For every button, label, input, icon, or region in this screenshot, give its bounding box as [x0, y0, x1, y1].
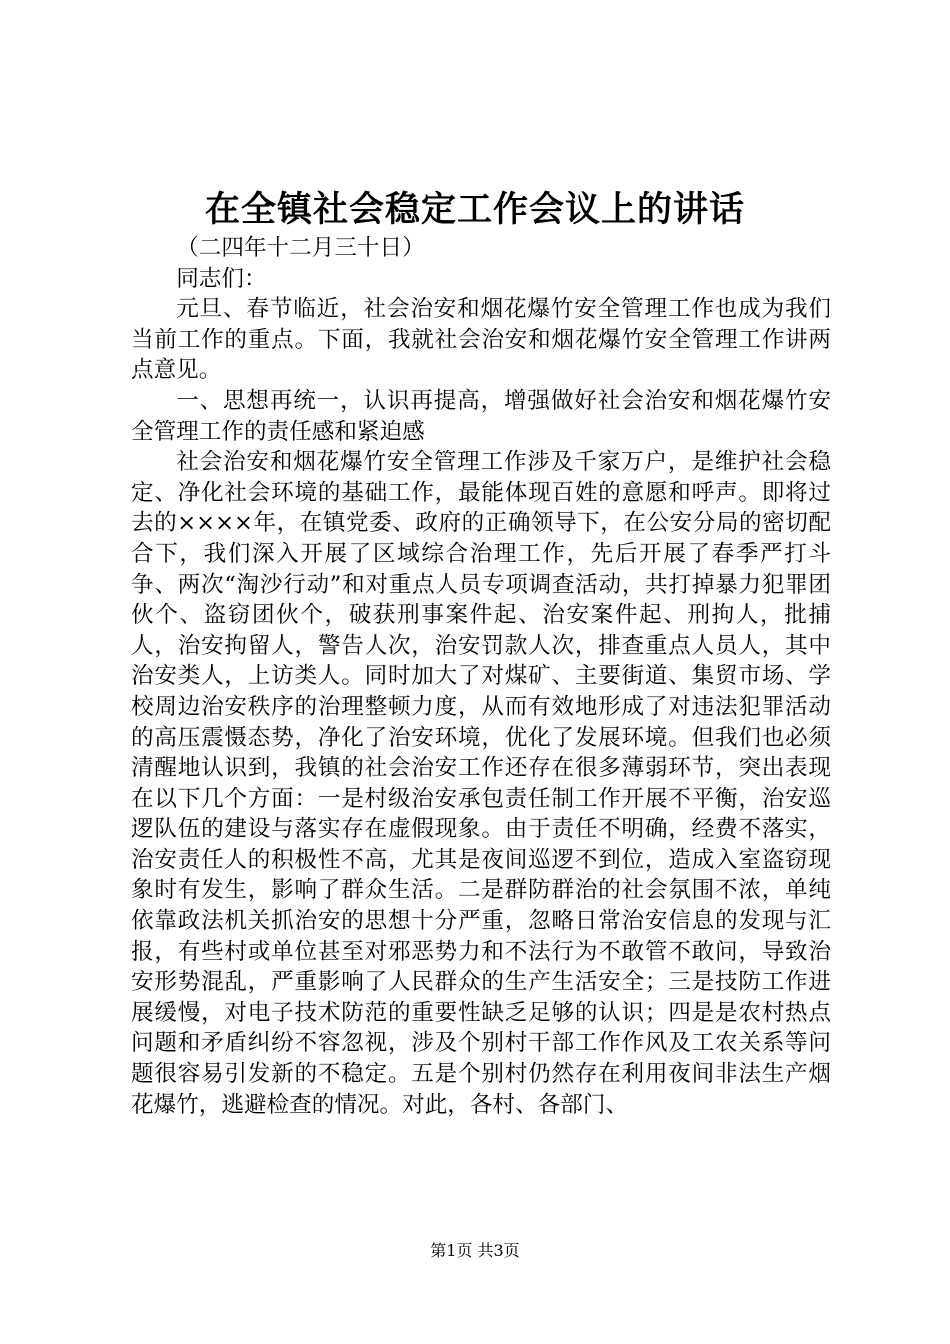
paragraph-intro: 元旦、春节临近，社会治安和烟花爆竹安全管理工作也成为我们当前工作的重点。下面，我就社会治安和烟花爆竹安全管理工作讲两点意见。: [131, 296, 831, 384]
paragraph-main: 社会治安和烟花爆竹安全管理工作涉及千家万户，是维护社会稳定、净化社会环境的基础工作，最能体现百姓的意愿和呼声。即将过去的××××年，在镇党委、政府的正确领导下，在公安分局的密切配合下，我们深入开展了区域综合治理工作，先后开展了春季严打斗争、两次“淘沙行动”和对重点人员专项调查活动，共打掉暴力犯罪团伙个、盗窃团伙个，破获刑事案件起、治安案件起、刑拘人，批捕人，治安拘留人，警告人次，治安罚款人次，排查重点人员人，其中治安类人，上访类人。同时加大了对煤矿、主要街道、集贸市场、学校周边治安秩序的治理整顿力度，从而有效地形成了对违法犯罪活动的高压震慑态势，净化了治安环境，优化了发展环境。但我们也必须清醒地认识到，我镇的社会治安工作还存在很多薄弱环节，突出表现在以下几个方面：一是村级治安承包责任制工作开展不平衡，治安巡逻队伍的建设与落实存在虚假现象。由于责任不明确，经费不落实，治安责任人的积极性不高，尤其是夜间巡逻不到位，造成入室盗窃现象时有发生，影响了群众生活。二是群防群治的社会氛围不浓，单纯依靠政法机关抓治安的思想十分严重，忽略日常治安信息的发现与汇报，有些村或单位甚至对邪恶势力和不法行为不敢管不敢问，导致治安形势混乱，严重影响了人民群众的生产生活安全；三是技防工作进展缓慢，对电子技术防范的重要性缺乏足够的认识；四是是农村热点问题和矛盾纠纷不容忽视，涉及个别村干部工作作风及工农关系等问题很容易引发新的不稳定。五是个别村仍然存在利用夜间非法生产烟花爆竹，逃避检查的情况。对此，各村、各部门、: [131, 449, 831, 1118]
date-line: （二四年十二月三十日）: [176, 235, 425, 261]
section-heading-1: 一、思想再统一，认识再提高，增强做好社会治安和烟花爆竹安全管理工作的责任感和紧迫感: [131, 387, 831, 445]
document-title: 在全镇社会稳定工作会议上的讲话: [204, 189, 745, 230]
page-footer: 第1页 共3页: [430, 1241, 520, 1260]
salutation: 同志们：: [176, 265, 267, 292]
document-body: [131, 233, 831, 1120]
